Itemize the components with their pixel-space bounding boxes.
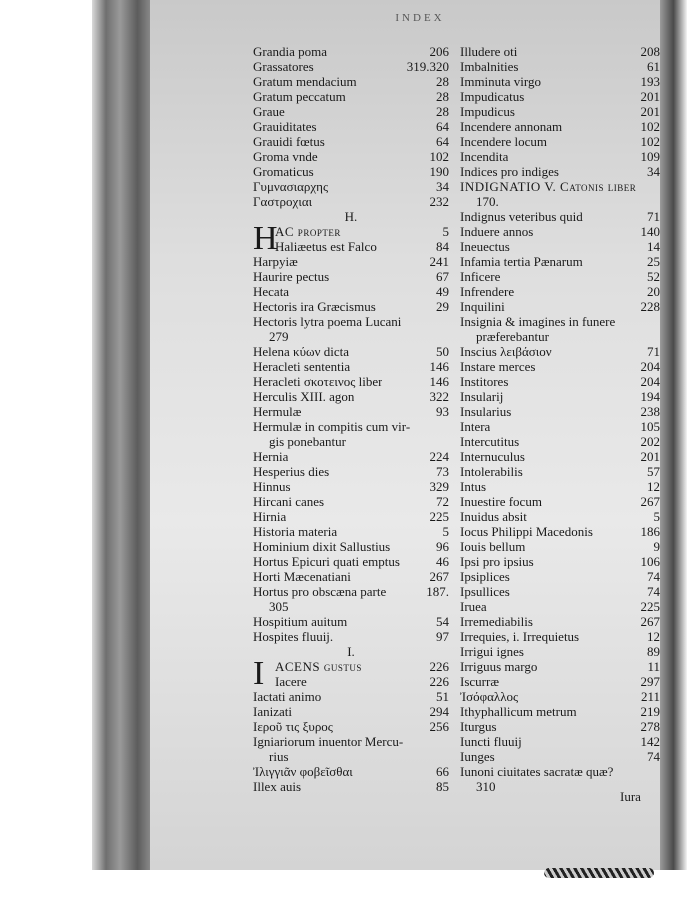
entry-page: 28 [436,104,449,119]
entry-page: 201 [640,89,660,104]
entry-term: Hirnia [253,509,287,524]
entry-term: Incendere locum [460,134,547,149]
entry-term: Induere annos [460,224,534,239]
index-entry [460,644,660,659]
index-entry-continuation: 279 [269,329,289,344]
entry-page [446,314,449,329]
index-entry [253,629,449,644]
index-entry [460,44,660,59]
entry-page: 201 [640,449,660,464]
index-entry [253,479,449,494]
entry-term: Internuculus [460,449,525,464]
entry-term: Iacere [275,674,307,689]
entry-term: Igniariorum inuentor Mercu- [253,734,404,749]
index-entry [253,704,449,719]
entry-page: 194 [640,389,660,404]
entry-page: 74 [647,569,660,584]
entry-term: Hernia [253,449,289,464]
entry-term: Helena κύων dicta [253,344,349,359]
right-column [460,44,660,794]
index-entry [275,224,449,239]
entry-term: Ipsi pro ipsius [460,554,534,569]
entry-page: 9 [653,539,660,554]
entry-term: Irriguus margo [460,659,538,674]
entry-page: 202 [640,434,660,449]
entry-term: Hospites fluuij. [253,629,334,644]
entry-page [446,734,449,749]
index-entry [253,164,449,179]
entry-term: Ineuectus [460,239,510,254]
index-entry [460,629,660,644]
entry-page: 238 [640,404,660,419]
index-entry [460,689,660,704]
entry-term: Iscurræ [460,674,499,689]
entry-page: 25 [647,254,660,269]
index-entry [253,779,449,794]
entry-term: Intercutitus [460,434,520,449]
entry-page: 11 [647,659,660,674]
entry-term: Grassatores [253,59,314,74]
index-entry [253,134,449,149]
index-entry-continuation: gis ponebantur [269,434,346,449]
index-entry [460,89,660,104]
index-entry [253,389,449,404]
entry-term: Grauidi fœtus [253,134,325,149]
index-entry [253,719,449,734]
index-entry [460,524,660,539]
index-entry [460,344,660,359]
entry-page: 297 [640,674,660,689]
index-entry [460,389,660,404]
entry-term: Irrequies, i. Irrequietus [460,629,580,644]
entry-term: Iouis bellum [460,539,526,554]
entry-page: 54 [436,614,449,629]
entry-page: 52 [647,269,660,284]
entry-page: 208 [640,44,660,59]
entry-page: 12 [647,479,660,494]
entry-page: 322 [429,389,449,404]
entry-page: 146 [429,374,449,389]
entry-page: 61 [647,59,660,74]
entry-page [446,419,449,434]
entry-term: Heracleti σκοτεινος liber [253,374,383,389]
entry-term: Herculis XIII. agon [253,389,355,404]
catchword: Iura [620,789,641,804]
entry-page: 51 [436,689,449,704]
entry-page: 14 [647,239,660,254]
entry-term: Insularius [460,404,512,419]
index-entry [253,569,449,584]
index-entry [253,119,449,134]
index-entry [460,359,660,374]
index-entry [460,419,660,434]
entry-term: Incendita [460,149,509,164]
entry-page [657,764,660,779]
entry-term: Irremediabilis [460,614,533,629]
entry-term: Ipsiplices [460,569,510,584]
entry-term: Ithyphallicum metrum [460,704,577,719]
index-entry [460,134,660,149]
entry-term: Hermulæ [253,404,302,419]
entry-page: 12 [647,629,660,644]
entry-page: 204 [640,374,660,389]
index-entry [253,764,449,779]
index-entry [460,119,660,134]
index-entry [253,149,449,164]
entry-term: Graue [253,104,285,119]
index-entry [253,404,449,419]
entry-term: Inuestire focum [460,494,542,509]
index-entry [253,614,449,629]
section-heading-h: H. [344,209,358,224]
index-entry [460,374,660,389]
entry-page: 74 [647,584,660,599]
index-entry [253,104,449,119]
entry-term: Indignus veteribus quid [460,209,583,224]
entry-page: 329 [429,479,449,494]
entry-page: 72 [436,494,449,509]
index-entry [253,359,449,374]
index-entry [253,539,449,554]
index-entry [275,239,449,254]
index-entry [253,449,449,464]
entry-term: Institores [460,374,509,389]
entry-page: 193 [640,74,660,89]
index-entry-continuation: 170. [476,194,499,209]
entry-page: 34 [436,179,449,194]
index-entry [460,584,660,599]
index-entry [460,254,660,269]
entry-page: 278 [640,719,660,734]
entry-page: 232 [429,194,449,209]
index-entry [253,419,449,434]
dropcap-entry-h [253,220,449,257]
entry-term: Illex auis [253,779,302,794]
index-entry [460,479,660,494]
entry-page: 204 [640,359,660,374]
entry-page: 228 [640,299,660,314]
entry-term: Inficere [460,269,501,284]
entry-term: Impudicatus [460,89,525,104]
index-entry-continuation: præferebantur [476,329,549,344]
entry-term: Intera [460,419,491,434]
index-entry [253,44,449,59]
entry-term: Insularij [460,389,504,404]
dropcap-entry-i [253,655,449,692]
entry-term: Hospitium auitum [253,614,348,629]
entry-page: 97 [436,629,449,644]
drop-capital: H [253,220,278,257]
entry-page: 267 [429,569,449,584]
index-entry [460,224,660,239]
entry-page: 84 [436,239,449,254]
index-entry [460,74,660,89]
index-entry [460,749,660,764]
index-entry [253,524,449,539]
index-entry-continuation: 310 [476,779,496,794]
index-entry [253,254,449,269]
entry-term: Ιεροῦ τις ξυρος [253,719,333,734]
index-entry [460,149,660,164]
index-entry [460,314,660,329]
entry-term: Hecata [253,284,290,299]
index-entry [460,269,660,284]
index-entry [460,404,660,419]
entry-page: 28 [436,89,449,104]
entry-page: 5 [653,509,660,524]
entry-term: INDIGNATIO V. Catonis liber [460,179,637,194]
entry-term: Irrigui ignes [460,644,524,659]
entry-page: 190 [429,164,449,179]
index-entry [460,674,660,689]
entry-page: 5 [442,224,449,239]
entry-term: Hectoris ira Græcismus [253,299,376,314]
entry-term: Iactati animo [253,689,322,704]
index-entry [253,89,449,104]
entry-page: 49 [436,284,449,299]
index-entry [460,434,660,449]
entry-page: 225 [429,509,449,524]
entry-page: 106 [640,554,660,569]
index-entry [253,194,449,209]
entry-page: 64 [436,119,449,134]
entry-term: Ἰσόφαλλος [460,689,519,704]
entry-term: Heracleti sententia [253,359,351,374]
entry-term: Intolerabilis [460,464,523,479]
index-entry [460,614,660,629]
entry-page: 140 [640,224,660,239]
entry-page: 71 [647,209,660,224]
entry-term: Γαστροχιαι [253,194,313,209]
entry-term: Hircani canes [253,494,325,509]
entry-term: Hortus Epicuri quati emptus [253,554,400,569]
entry-term: Horti Mæcenatiani [253,569,351,584]
index-entry [253,734,449,749]
entry-term: Hinnus [253,479,291,494]
index-entry [253,179,449,194]
index-entry [253,344,449,359]
entry-page [657,179,660,194]
entry-page [657,314,660,329]
entry-page: 74 [647,749,660,764]
index-entry [460,494,660,509]
entry-term: Insignia & imagines in funere [460,314,616,329]
entry-page: 142 [640,734,660,749]
entry-page: 109 [640,149,660,164]
index-entry [460,554,660,569]
entry-term: Iturgus [460,719,497,734]
entry-page: 102 [640,119,660,134]
index-entry-continuation: rius [269,749,289,764]
entry-term: Infamia tertia Pænarum [460,254,583,269]
index-entry [253,269,449,284]
index-entry [460,539,660,554]
index-entry [460,599,660,614]
entry-page: 102 [429,149,449,164]
entry-term: Inscius λειβάσιον [460,344,552,359]
entry-term: Γυμνασιαρχης [253,179,329,194]
index-entry [460,509,660,524]
index-entry [460,164,660,179]
entry-term: Ἰλιγγιᾶν φοβεῖσθαι [253,764,353,779]
entry-page: 206 [429,44,449,59]
entry-term: Illudere oti [460,44,518,59]
index-entry [460,764,660,779]
entry-page: 46 [436,554,449,569]
index-entry [460,299,660,314]
entry-page: 50 [436,344,449,359]
entry-term: Hectoris lytra poema Lucani [253,314,402,329]
index-entry [253,509,449,524]
entry-page: 64 [436,134,449,149]
entry-term: Instare merces [460,359,536,374]
entry-page: 67 [436,269,449,284]
index-entry [460,284,660,299]
index-entry [460,734,660,749]
entry-term: Hermulæ in compitis cum vir- [253,419,411,434]
entry-page: 211 [640,689,660,704]
entry-term: Groma vnde [253,149,318,164]
entry-page: 57 [647,464,660,479]
index-entry [460,104,660,119]
entry-term: Imminuta virgo [460,74,542,89]
index-entry [253,464,449,479]
entry-term: Historia materia [253,524,338,539]
entry-term: Iuncti fluuij [460,734,522,749]
entry-term: Inquilini [460,299,505,314]
entry-page: 267 [640,614,660,629]
entry-term: Iocus Philippi Macedonis [460,524,593,539]
entry-term: Harpyiæ [253,254,298,269]
index-entry [275,674,449,689]
index-entry [253,584,449,599]
entry-page: 102 [640,134,660,149]
entry-term: Infrendere [460,284,515,299]
index-entry [253,689,449,704]
index-entry [460,659,660,674]
index-entry [253,374,449,389]
entry-term: Hominium dixit Sallustius [253,539,391,554]
entry-page: 93 [436,404,449,419]
entry-page: 146 [429,359,449,374]
entry-term: Haliæetus est Falco [275,239,377,254]
entry-term: Ianizati [253,704,292,719]
drop-capital: I [253,655,265,692]
entry-term: Gratum peccatum [253,89,346,104]
entry-term: Iunoni ciuitates sacratæ quæ? [460,764,614,779]
index-entry [253,494,449,509]
entry-term: Ipsullices [460,584,510,599]
entry-page: 28 [436,74,449,89]
entry-page: 319.320 [406,59,449,74]
gutter-shadow [660,0,687,870]
entry-page: 226 [429,659,449,674]
entry-term: AC propter [275,224,341,239]
entry-page: 20 [647,284,660,299]
entry-page: 226 [429,674,449,689]
entry-page: 267 [640,494,660,509]
entry-page: 73 [436,464,449,479]
entry-page: 105 [640,419,660,434]
index-entry [253,74,449,89]
entry-page: 34 [647,164,660,179]
binding-cord [544,868,654,878]
index-entry [253,299,449,314]
entry-term: Hortus pro obscæna parte [253,584,387,599]
entry-term: Impudicus [460,104,515,119]
entry-page: 186 [640,524,660,539]
entry-page: 89 [647,644,660,659]
running-head: INDEX [395,12,445,24]
section-heading-i: I. [347,644,355,659]
index-entry [253,554,449,569]
entry-page: 219 [640,704,660,719]
index-entry [460,239,660,254]
index-entry [460,209,660,224]
entry-page: 66 [436,764,449,779]
index-entry [460,704,660,719]
entry-term: Hesperius dies [253,464,330,479]
entry-page: 71 [647,344,660,359]
entry-term: Gratum mendacium [253,74,357,89]
entry-page: 241 [429,254,449,269]
index-entry [275,659,449,674]
entry-term: Indices pro indiges [460,164,559,179]
entry-page: 256 [429,719,449,734]
entry-term: Grandia poma [253,44,328,59]
entry-term: Intus [460,479,486,494]
entry-term: ACENS gustus [275,659,362,674]
entry-page: 201 [640,104,660,119]
entry-page: 29 [436,299,449,314]
entry-term: Imbalnities [460,59,519,74]
index-entry [460,179,660,194]
entry-page: 85 [436,779,449,794]
index-entry [460,449,660,464]
entry-term: Incendere annonam [460,119,563,134]
entry-page: 224 [429,449,449,464]
index-entry [253,314,449,329]
entry-term: Iunges [460,749,495,764]
entry-term: Iruea [460,599,487,614]
entry-page: 96 [436,539,449,554]
index-entry-continuation: 305 [269,599,289,614]
index-entry [460,719,660,734]
index-entry [460,59,660,74]
index-entry [460,569,660,584]
entry-term: Grauiditates [253,119,317,134]
index-entry [253,59,449,74]
entry-page: 294 [429,704,449,719]
left-column [253,44,449,794]
index-entry [253,284,449,299]
entry-term: Gromaticus [253,164,314,179]
index-entry [460,464,660,479]
entry-term: Haurire pectus [253,269,330,284]
entry-page: 187. [426,584,449,599]
entry-page: 225 [640,599,660,614]
entry-term: Inuidus absit [460,509,527,524]
entry-page: 5 [442,524,449,539]
